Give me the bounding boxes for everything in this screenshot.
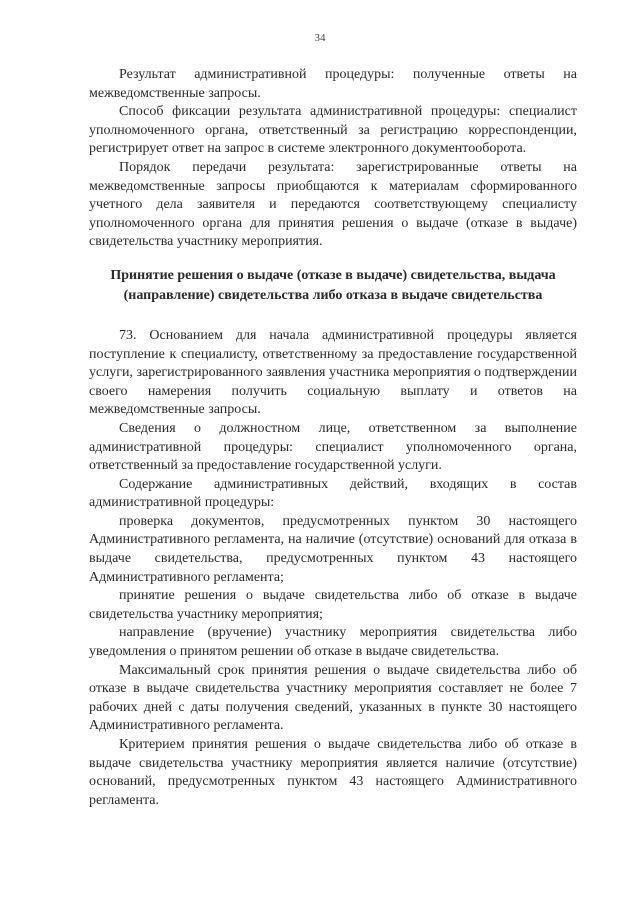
paragraph-responsible-official: Сведения о должностном лице, ответственном за выполнение административной процедуры: специалист уполномоченного органа, ответственный за предоставление государственной услуги. [89, 420, 577, 474]
paragraph-actions-intro: Содержание административных действий, входящих в состав административной процедуры: [89, 476, 577, 511]
paragraph-action-delivery: направление (вручение) участнику мероприятия свидетельства либо уведомления о принятом решении об отказе в выдаче свидетельства. [89, 625, 577, 660]
page-number: 34 [314, 32, 326, 44]
paragraph-criterion: Критерием принятия решения о выдаче свидетельства либо об отказе в выдаче свидетельства участнику мероприятия является наличие (отсутствие) оснований, предусмотренных пунктом 43 настоящего Административного регламента. [89, 737, 577, 808]
paragraph-result: Результат административной процедуры: полученные ответы на межведомственные запросы. [89, 67, 577, 101]
section-heading: Принятие решения о выдаче (отказе в выдаче) свидетельства, выдача (направление) свидетельства либо отказа в выдаче свидетельства [110, 267, 556, 303]
paragraph-transfer-order: Порядок передачи результата: зарегистрированные ответы на межведомственные запросы приобщаются к материалам сформированного учетного дела заявителя и передаются соответствующему специалисту уполномоченного органа для принятия решения о выдаче (отказе в выдаче) свидетельства участнику мероприятия. [89, 159, 577, 250]
paragraph-fixation-method: Способ фиксации результата административной процедуры: специалист уполномоченного органа, ответственный за регистрацию корреспонденции, регистрирует ответ на запрос в системе электронного документооборота. [89, 104, 577, 157]
paragraph-action-decision: принятие решения о выдаче свидетельства либо об отказе в выдаче свидетельства участнику мероприятия; [89, 588, 577, 622]
paragraph-action-check: проверка документов, предусмотренных пунктом 30 настоящего Административного регламента, на наличие (отсутствие) оснований для отказа в выдаче свидетельства, предусмотренных пунктом 43 настоящего Административного регламента; [89, 513, 577, 585]
paragraph-max-term: Максимальный срок принятия решения о выдаче свидетельства либо об отказе в выдаче свидетельства участнику мероприятия составляет не более 7 рабочих дней с даты получения сведений, указанных в пункте 30 настоящего Административного регламента. [89, 662, 577, 734]
paragraph-basis: 73. Основанием для начала административной процедуры является поступление к специалисту, ответственному за предоставление государственной услуги, зарегистрированного заявления участника мероприятия о подтверждении своего намерения получить социальную выплату и ответов на межведомственные запросы. [89, 327, 577, 418]
page-body [89, 66, 577, 810]
